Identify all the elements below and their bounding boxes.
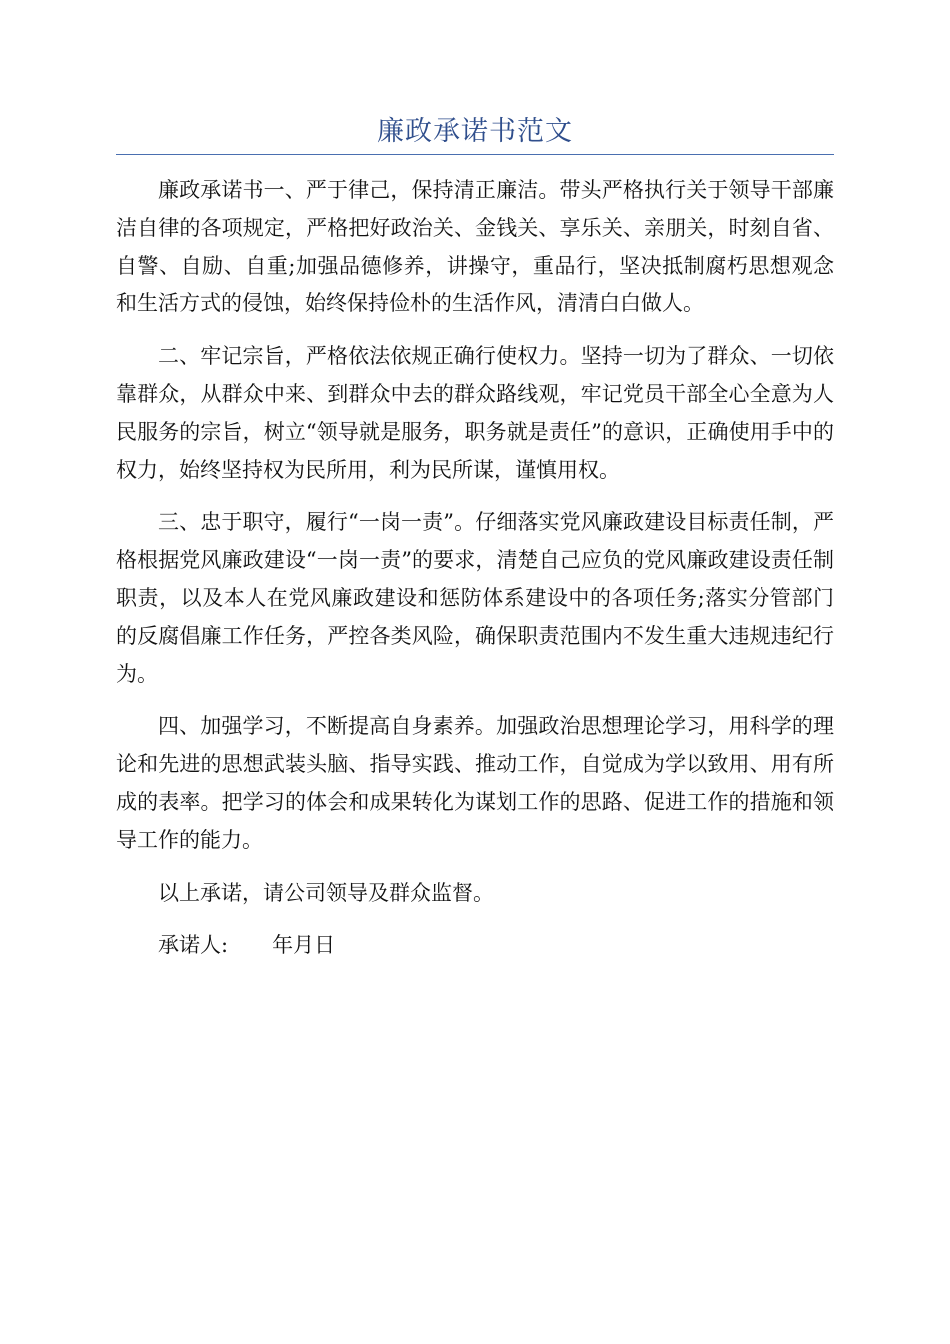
date-label: 年月日	[272, 933, 336, 958]
paragraph-1: 廉政承诺书一、严于律己，保持清正廉洁。带头严格执行关于领导干部廉洁自律的各项规定，严格把好政治关、金钱关、享乐关、亲朋关，时刻自省、自警、自励、自重;加强品德修养，讲操守，重品行，坚决抵制腐朽思想观念和生活方式的侵蚀，始终保持俭朴的生活作风，清清白白做人。	[116, 178, 834, 316]
paragraph-4: 四、加强学习，不断提高自身素养。加强政治思想理论学习，用科学的理论和先进的思想武装头脑、指导实践、推动工作，自觉成为学以致用、用有所成的表率。把学习的体会和成果转化为谋划工作的思路、促进工作的措施和领导工作的能力。	[116, 714, 834, 852]
title-underline	[116, 154, 834, 155]
document-body	[116, 172, 834, 965]
paragraph-3: 三、忠于职守，履行“一岗一责”。仔细落实党风廉政建设目标责任制，严格根据党风廉政建设“一岗一责”的要求，清楚自己应负的党风廉政建设责任制职责，以及本人在党风廉政建设和惩防体系建设中的各项任务;落实分管部门的反腐倡廉工作任务，严控各类风险，确保职责范围内不发生重大违规违纪行为。	[116, 510, 834, 686]
signature-line	[116, 927, 834, 965]
closing-paragraph: 以上承诺，请公司领导及群众监督。	[158, 880, 494, 905]
document-title: 廉政承诺书范文	[377, 116, 573, 147]
signature-label: 承诺人:	[158, 933, 229, 958]
paragraph-2: 二、牢记宗旨，严格依法依规正确行使权力。坚持一切为了群众、一切依靠群众，从群众中来、到群众中去的群众路线观，牢记党员干部全心全意为人民服务的宗旨，树立“领导就是服务，职务就是责任”的意识，正确使用手中的权力，始终坚持权为民所用，利为民所谋，谨慎用权。	[116, 344, 834, 482]
